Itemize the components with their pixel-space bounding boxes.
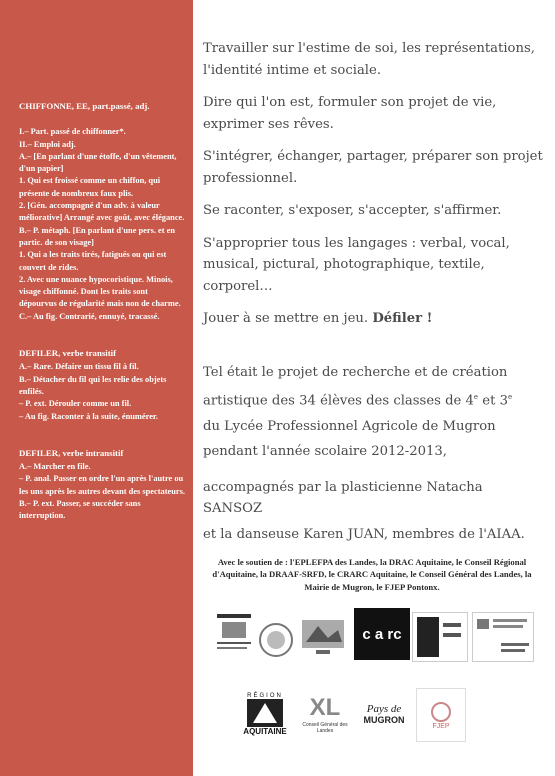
definitions	[19, 100, 187, 523]
paragraph: Jouer à se mettre en jeu. Défiler !	[203, 311, 433, 326]
definition-defiler-intransitif	[19, 461, 187, 522]
definition-title-defiler-transitif: DEFILER, verbe transitif	[19, 348, 117, 359]
definition-title-chiffonne: CHIFFONNE, EE, part.passé, adj.	[19, 101, 150, 111]
support-credits: Avec le soutien de : l'EPLEFPA des Landes, la DRAC Aquitaine, le Conseil Régional d'Aquitaine, la DRAAF-SRFD, le CRARC Aquitaine, le Conseil Général des Landes, la Mairie de Mugron, le FJEP Pontonx.	[212, 557, 532, 592]
definition-title-defiler-intransitif: DEFILER, verbe intransitif	[19, 447, 124, 458]
paragraph: S'approprier tous les langages : verbal, vocal, musical, pictural, photographique, textile, corporel…	[203, 235, 510, 294]
project-description: Tel était le projet de recherche et de création artistique des 34 élèves des classes de 4e et 3e du Lycée Professionnel Agricole de Mugron pendant l'année scolaire 2012-2013, accompagnés par la plasticienne Natacha SANSOZ et la danseuse Karen JUAN, membres de l'AIAA.	[203, 364, 525, 542]
eplefpa-logo	[298, 612, 348, 658]
definition-line: 1. Qui a les traits tirés, fatigués ou qui est couvert de rides.	[19, 250, 167, 272]
definition-defiler-transitif	[19, 361, 187, 422]
definition-line: B.– P. métaph. [En parlant d'une pers. et en partic. de son visage]	[19, 225, 176, 247]
seal-logo	[258, 617, 294, 663]
definition-line: 2. Avec une nuance hypocoristique. Minois, visage chiffonné. Dont les traits sont dépourvus de régularité mais non de charme.	[19, 274, 181, 309]
region-aquitaine-logo: RÉGION AQUITAINE	[243, 692, 287, 736]
paragraph: Dire qui l'on est, formuler son projet de vie, exprimer ses rêves.	[203, 95, 497, 132]
definition-line: A.– [En parlant d'une étoffe, d'un vêtement, d'un papier]	[19, 151, 177, 174]
definition-line: – Au fig. Raconter à la suite, énumérer.	[19, 411, 158, 421]
definition-line: – P. ext. Dérouler comme un fil.	[19, 399, 132, 409]
definition-line: I.– Part. passé de chiffonner*.	[19, 127, 126, 137]
definition-line: 2. [Gén. accompagné d'un adv. à valeur méliorative] Arrangé avec goût, avec élégance.	[19, 201, 185, 223]
paragraph: S'intégrer, échanger, partager, préparer son projet professionnel.	[203, 149, 543, 186]
definition-line: A.– Rare. Défaire un tissu fil à fil.	[19, 362, 139, 372]
republique-francaise-logo	[214, 612, 254, 658]
definition-line: A.– Marcher en file.	[19, 462, 91, 472]
definition-line: II.– Emploi adj.	[19, 139, 76, 149]
mugron-logo: Pays de MUGRON	[363, 703, 405, 725]
defiler-emphasis: Défiler !	[372, 311, 433, 326]
paragraph: Se raconter, s'exposer, s'accepter, s'affirmer.	[203, 203, 502, 218]
definition-line: B.– Détacher du fil qui les relie des objets enfilés.	[19, 374, 167, 396]
crarc-logo: c a rc	[354, 608, 410, 660]
aquitaine-art-logo	[412, 612, 468, 662]
conseil-general-landes-logo: XL Conseil Général des Landes	[302, 694, 348, 734]
paragraph: Travailler sur l'estime de soi, les représentations, l'identité intime et sociale.	[203, 41, 535, 78]
main-text	[203, 38, 543, 549]
sidebar-panel	[0, 0, 193, 776]
definition-line: 1. Qui est froissé comme un chiffon, qui présente de nombreux faux plis.	[19, 176, 161, 198]
definition-line: C.– Au fig. Contrarié, ennuyé, tracassé.	[19, 311, 160, 321]
ministere-logo	[472, 612, 534, 662]
definition-line: – P. anal. Passer en ordre l'un après l'autre ou les uns après les autres devant des spectateurs.	[19, 474, 185, 496]
fjep-logo: FJEP	[416, 688, 466, 742]
definition-chiffonne	[19, 126, 187, 323]
definition-line: B.– P. ext. Passer, se succéder sans interruption.	[19, 499, 141, 521]
